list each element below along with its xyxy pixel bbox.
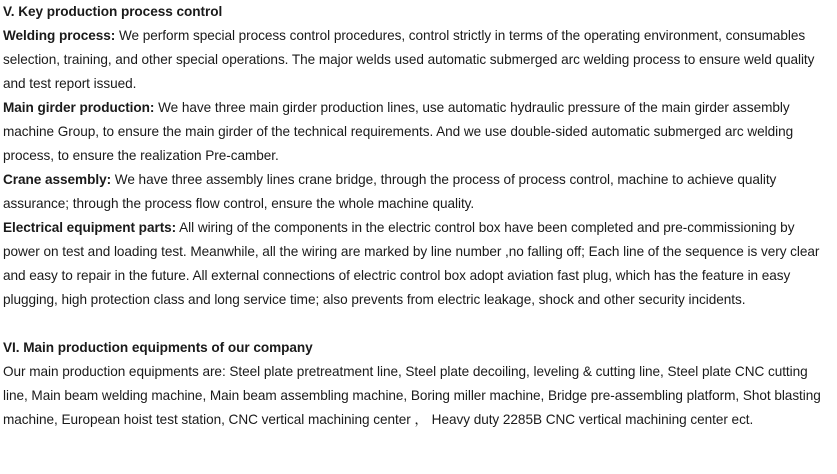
section-5-heading: V. Key production process control <box>3 4 223 19</box>
crane-assembly-paragraph <box>3 168 833 216</box>
equipment-paragraph: Our main production equipments are: Steel plate pretreatment line, Steel plate decoiling, leveling & cutting line, Steel plate CNC cutting line, Main beam welding machine, Main beam assembling machine, Boring miller machine, Bridge pre-assembling platform, Shot blasting machine, European hoist test station, CNC vertical machining center ， Heavy duty 2285B CNC vertical machining center ect. <box>3 364 821 427</box>
main-girder-text: We have three main girder production lines, use automatic hydraulic pressure of the main girder assembly machine Group, to ensure the main girder of the technical requirements. And we use double-sided automatic submerged arc welding process, to ensure the realization Pre-camber. <box>3 100 794 163</box>
electrical-equipment-label: Electrical equipment parts: <box>3 220 177 235</box>
electrical-equipment-paragraph <box>3 216 833 312</box>
welding-process-paragraph <box>3 24 833 96</box>
welding-process-label: Welding process: <box>3 28 116 43</box>
main-girder-paragraph <box>3 96 833 168</box>
section-divider-space <box>3 312 833 336</box>
crane-assembly-label: Crane assembly: <box>3 172 112 187</box>
section-6-heading: VI. Main production equipments of our company <box>3 340 313 355</box>
welding-process-text: We perform special process control procedures, control strictly in terms of the operating environment, consumables selection, training, and other special operations. The major welds used automatic submerged arc welding process to ensure weld quality and test report issued. <box>3 28 815 91</box>
main-girder-label: Main girder production: <box>3 100 155 115</box>
crane-assembly-text: We have three assembly lines crane bridge, through the process of process control, machine to achieve quality assurance; through the process flow control, ensure the whole machine quality. <box>3 172 777 211</box>
electrical-equipment-text: All wiring of the components in the electric control box have been completed and pre-commissioning by power on test and loading test. Meanwhile, all the wiring are marked by line number ,no falling off; Each line of the sequence is very clear and easy to repair in the future. All external connections of electric control box adopt aviation fast plug, which has the feature in easy plugging, high protection class and long service time; also prevents from electric leakage, shock and other security incidents. <box>3 220 820 307</box>
